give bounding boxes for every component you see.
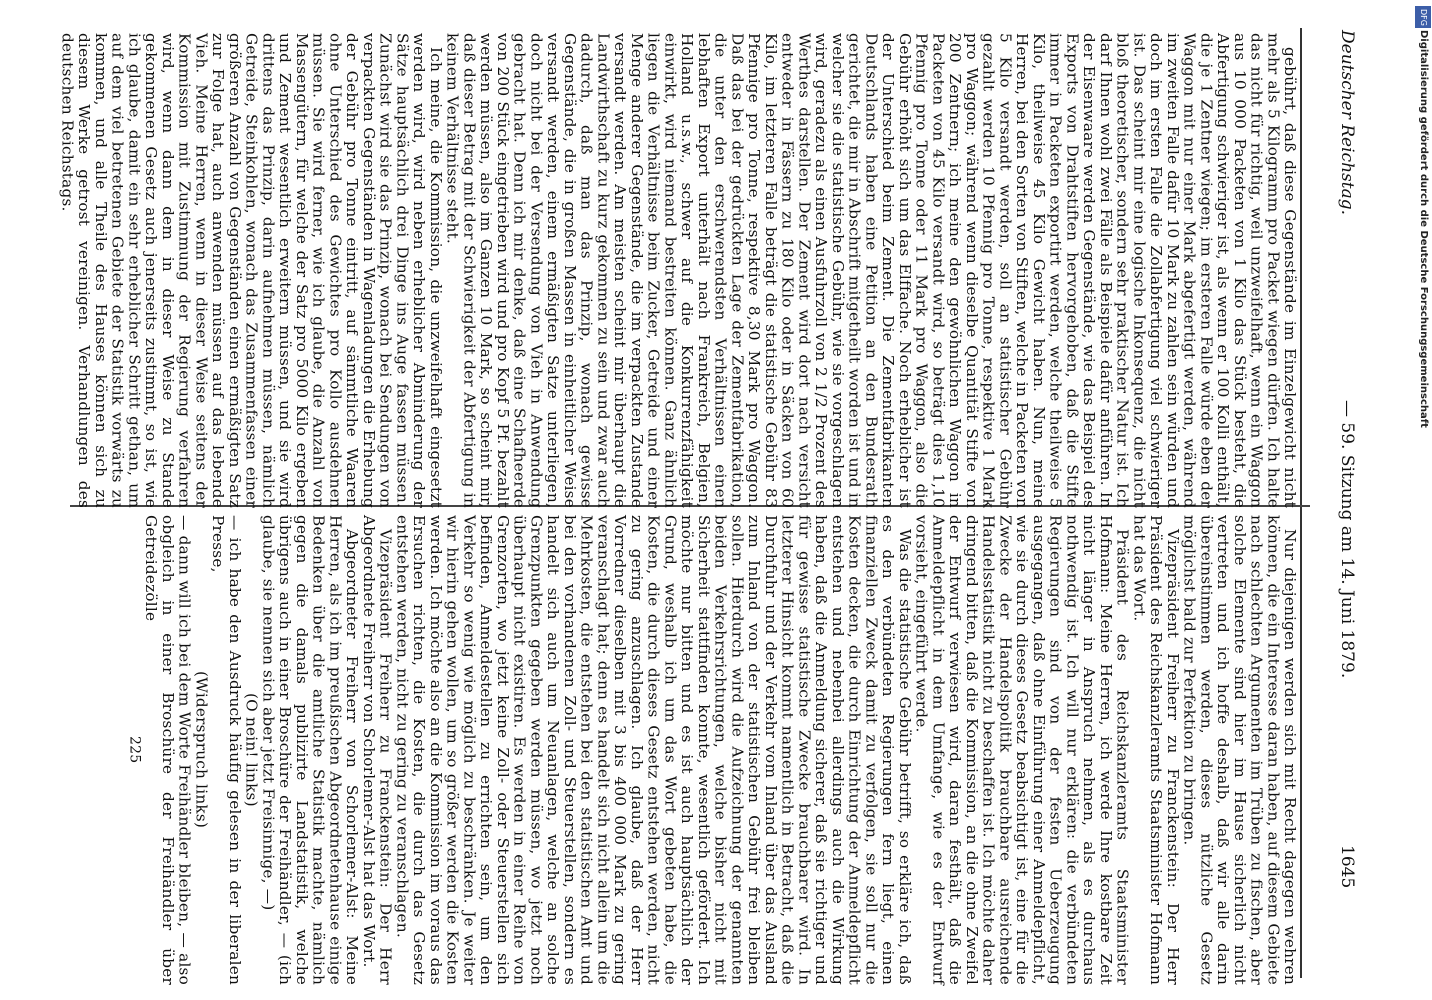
paragraph: gebührt, daß diese Gegenstände im Einzelgewicht nicht mehr als 5 Kilogramm pro Packet wiegen dürfen. Ich halte das nicht für richtig, weil unzweifelhaft, wenn ein Waggon aus 10 000 Packeten von 1 Kilo das Stück besteht, die Abfertigung schwieriger ist, als wenn er 100 Kolli enthält, die je 1 Zentner wiegen; im ersteren Falle würde eben der Waggon mit nur einer Mark abgefertigt werden, während im zweiten Falle dafür 10 Mark zu zahlen sein würden und doch im ersten Falle die Zollabfertigung viel schwieriger ist. Das scheint mir eine logische Inkonsequenz, die nicht bloß theoretischer, sondern sehr praktischer Natur ist. Ich darf Ihnen wohl zwei Fälle als Beispiele dafür anführen. In der Eisenwaare werden Gegenstände, wie das Beispiel des Exports von Drahtstiften hervorgehoben, daß die Stifte immer in Packeten exportirt werden, welche theilweise 5 Kilo, theilweise 45 Kilo Gewicht haben. Nun, meine Herren, bei den Sorten von Stiften, welche in Packeten von 5 Kilo versandt werden, soll an statistischer Gebühr gezahlt werden 10 Pfennig pro Tonne, respektive 1 Mark pro Waggon; während wenn dieselbe Quantität Stifte von 200 Zentnern; ich meine den gewöhnlichen Waggon in Packeten von 45 Kilo versandt wird, so beträgt dies 1,10 Pfennig pro Tonne oder 11 Mark pro Waggon, also die Gebühr erhöht sich um das Elffache. Noch erheblicher ist der Unterschied beim Zement. Die Zementfabrikanten Deutschlands haben eine Petition an den Bundesrath gerichtet, die mir in Abschrift mitgetheilt worden ist und in welcher sie die statistische Gebühr, wie sie vorgeschlagen wird, geradezu als einen Ausfuhrzoll von 2 1/2 Prozent des Werthes darstellen. Der Zement wird dort nach versicht entweder in Fässern zu 180 Kilo oder in Säcken von 60 Kilo, im letzteren Falle beträgt die statistische Gebühr 83 Pfennige pro Tonne, respektive 8,30 Mark pro Waggon. Daß das bei der gedrückten Lage der Zementfabrikation, die unter den erschwerendsten Verhältnissen einen lebhaften Export unterhält nach Frankreich, Belgien, Holland u.s.w., schwer auf die Konkurrenzfähigkeit einwirkt, wird niemand bestreiten können. Ganz ähnlich liegen die Verhältnisse beim Zucker, Getreide und einer Menge anderer Gegenstände, die im verpackten Zustande versandt werden. Am meisten scheint mir überhaupt die Landwirthschaft zu kurz gekommen zu sein und zwar auch dadurch, daß man das Prinzip, wonach gewisse Gegenstände, die in großen Massen in einheitlicher Weise versandt werden, einem ermäßigten Satze unterliegen, doch nicht bei der Versendung von Vieh in Anwendung gebracht hat. Denn ich mir denke, daß eine Schafheerde von 200 Stück eingetrieben wird und pro Kopf 5 Pf. bezahlt werden müssen, also im Ganzen 10 Mark, so scheint mir, daß dieser Betrag mit der Schwierigkeit der Abfertigung in keinem Verhältnisse steht. — [443, 33, 1299, 508]
digitization-stamp-text: Digitalisierung gefördert durch die Deutsche Forschungsgemeinschaft — [1418, 30, 1429, 428]
speaker-paragraph: Abgeordneter Freiherr von Schorlemer-Alst: Meine Herren, als ich im preußischen Abgeordnetenhause einige Bedenken über die amtliche Statistik machte, nämlich gegen die damals publizirte Landstatistik, welche übrigens auch in einer Broschüre der Freihändler, — (ich glaube, sie nennen sich aber jetzt Freisinnige, —) — [259, 515, 361, 985]
paragraph: — ich habe den Ausdruck häufig gelesen in der liberalen Presse, — [209, 515, 244, 985]
session-date: — 59. Sitzung am 14. Juni 1879. — [1337, 400, 1357, 679]
paragraph: Nur diejenigen werden sich mit Recht dagegen wehren können, die ein Interesse daran haben, auf diesem Gebiete nach schlechten Argumenten im Trüben zu fischen, aber solche Elemente sind hier im Hause sicherlich nicht vertreten und ich hoffe deshalb, daß wir alle darin übereinstimmen werden, dieses nützliche Gesetz möglichst bald zur Perfektion zu bringen. — [1180, 515, 1299, 985]
speaker-paragraph: Vizepräsident Freiherr zu Franckenstein: Der Herr Abgeordnete Freiherr von Schorlemer-Alst hat das Wort. — [359, 515, 395, 985]
paragraph: Ich meine, die Kommission, die unzweifelhaft eingesetzt werden wird, wird neben erheblicher Abminderung der Sätze hauptsächlich drei Dinge ins Auge fassen müssen. Zunächst wird sie das Prinzip, wonach bei Sendungen von verpackten Gegenständen in Wagenladungen die Erhebung der Gebühr pro Tonne eintritt, auf sämmtliche Waaren ohne Unterschied des Gewichtes pro Kollo ausdehnen müssen. Sie wird ferner, wie ich glaube, die Anzahl von Massengütern, für welche der Satz pro 5000 Kilo ergeben und Zement wesentlich erweitern müssen, und sie wird drittens das Prinzip, darin aufnehmen müssen, nämlich Getreide, Steinkohlen, wonach das Zusammenfassen einer größeren Anzahl von Gegenständen einen ermäßigten Satz zur Folge hat, auch anwenden müssen auf das lebende Vieh. Meine Herren, wenn in dieser Weise seitens der Kommission mit Zustimmung der Regierung verfahren wird, wenn dann dem in dieser Weise zu Stande gekommenen Gesetz auch jenerseits zustimmt, so ist, wie ich glaube, damit ein sehr erheblicher Schritt gethan, um auf dem viel betretenen Gebiete der Statistik vorwärts zu kommen, und alle Theile des Hauses können sich zu diesem Werke getrost vereinigen. Verhandlungen des deutschen Reichstags. — [58, 33, 445, 508]
page-header — [1328, 20, 1364, 980]
text-column-right — [72, 515, 1298, 985]
publication-title: Deutscher Reichstag. — [1337, 30, 1357, 215]
dfg-logo: DFG — [1415, 6, 1431, 28]
speaker-paragraph: Präsident des Reichskanzleramts Staatsminister Hofmann: Meine Herren, ich werde Ihre kostbare Zeit nicht länger in Anspruch nehmen, als es durchaus nothwendig ist. Ich will nur erklären: die verbündeten Regierungen sind von der festen Ueberzeugung ausgegangen, daß ohne Einführung einer Anmeldepflicht, wie sie durch dieses Gesetz beabsichtigt ist, eine für die Zwecke der Handelspolitik brauchbare ausreichende Handelsstatistik nicht zu beschaffen ist. Ich möchte daher dringend bitten, daß die Kommission, an die ohne Zweifel der Entwurf verwiesen wird, daran festhält, daß die Anmeldepflicht in dem Umfange, wie es der Entwurf vorsieht, eingeführt werde. — [912, 515, 1132, 985]
page-number: 1645 — [1337, 845, 1357, 889]
interjection: (O nein! links) — [242, 693, 261, 807]
interjection: (Widerspruch links) — [192, 671, 211, 829]
paragraph: Was die statistische Gebühr betrifft, so erkläre ich, daß es den verbündeten Regierungen fern liegt, einen finanziellen Zweck damit zu verfolgen, sie soll nur die Kosten decken, die durch Einrichtung der Anmeldepflicht entstehen und nebenbei allerdings auch die Wirkung haben, daß die Anmeldung sicherer, daß sie richtiger und für gewisse statistische Zwecke brauchbarer wird. In letzterer Hinsicht kommt namentlich in Betracht, daß die Durchfuhr und der Verkehr vom Inland über das Ausland zum Inland von der statistischen Gebühr frei bleiben sollen. Hierdurch wird die Aufzeichnung der genannten beiden Verkehrsrichtungen, welche bisher nicht mit Sicherheit stattfinden konnte, wesentlich gefördert. Ich möchte nur bitten und es ist auch hauptsächlich der Grund, weshalb ich um das Wort gebeten habe, die Kosten, die durch dieses Gesetz entstehen werden, nicht zu gering anzuschlagen. Ich glaube, daß der Herr Vorredner dieselben mit 3 bis 400 000 Mark zu gering veranschlagt hat; denn es handelt sich nicht allein um die Mehrkosten, die entstehen bei den statistischen Amt und bei den vorhandenen Zoll- und Steuerstellen, sondern es handelt sich auch um Neuanlagen, welche an solche Grenzpunkten gegeben werden müssen, wo jetzt noch überhaupt nicht existiren. Es werden in einer Reihe von Grenzorten, wo jetzt keine Zoll- oder Steuerstellen sich befinden, Anmeldestellen zu errichten sein, um den Verkehr so wenig wie möglich zu beschränken. Je weiter wir hierin gehen wollen, um so größer werden die Kosten werden. Ich möchte also an die Kommission im voraus das Ersuchen richten, die Kosten, die durch das Gesetz entstehen werden, nicht zu gering zu veranschlagen. — [393, 515, 914, 985]
header-rule — [1300, 28, 1302, 978]
paragraph: — dann will ich bei dem Worte Freihändler bleiben, — also obgleich in einer Broschüre der Freihändler über Getreidezölle — [142, 515, 194, 985]
signature-mark: 225 — [126, 736, 143, 764]
digitization-stamp — [1414, 0, 1432, 1000]
text-column-left — [58, 33, 1299, 508]
speaker-paragraph: Vizepräsident Freiherr zu Franckenstein: Der Herr Präsident des Reichskanzleramts Staatsminister Hofmann hat das Wort. — [1130, 515, 1182, 985]
